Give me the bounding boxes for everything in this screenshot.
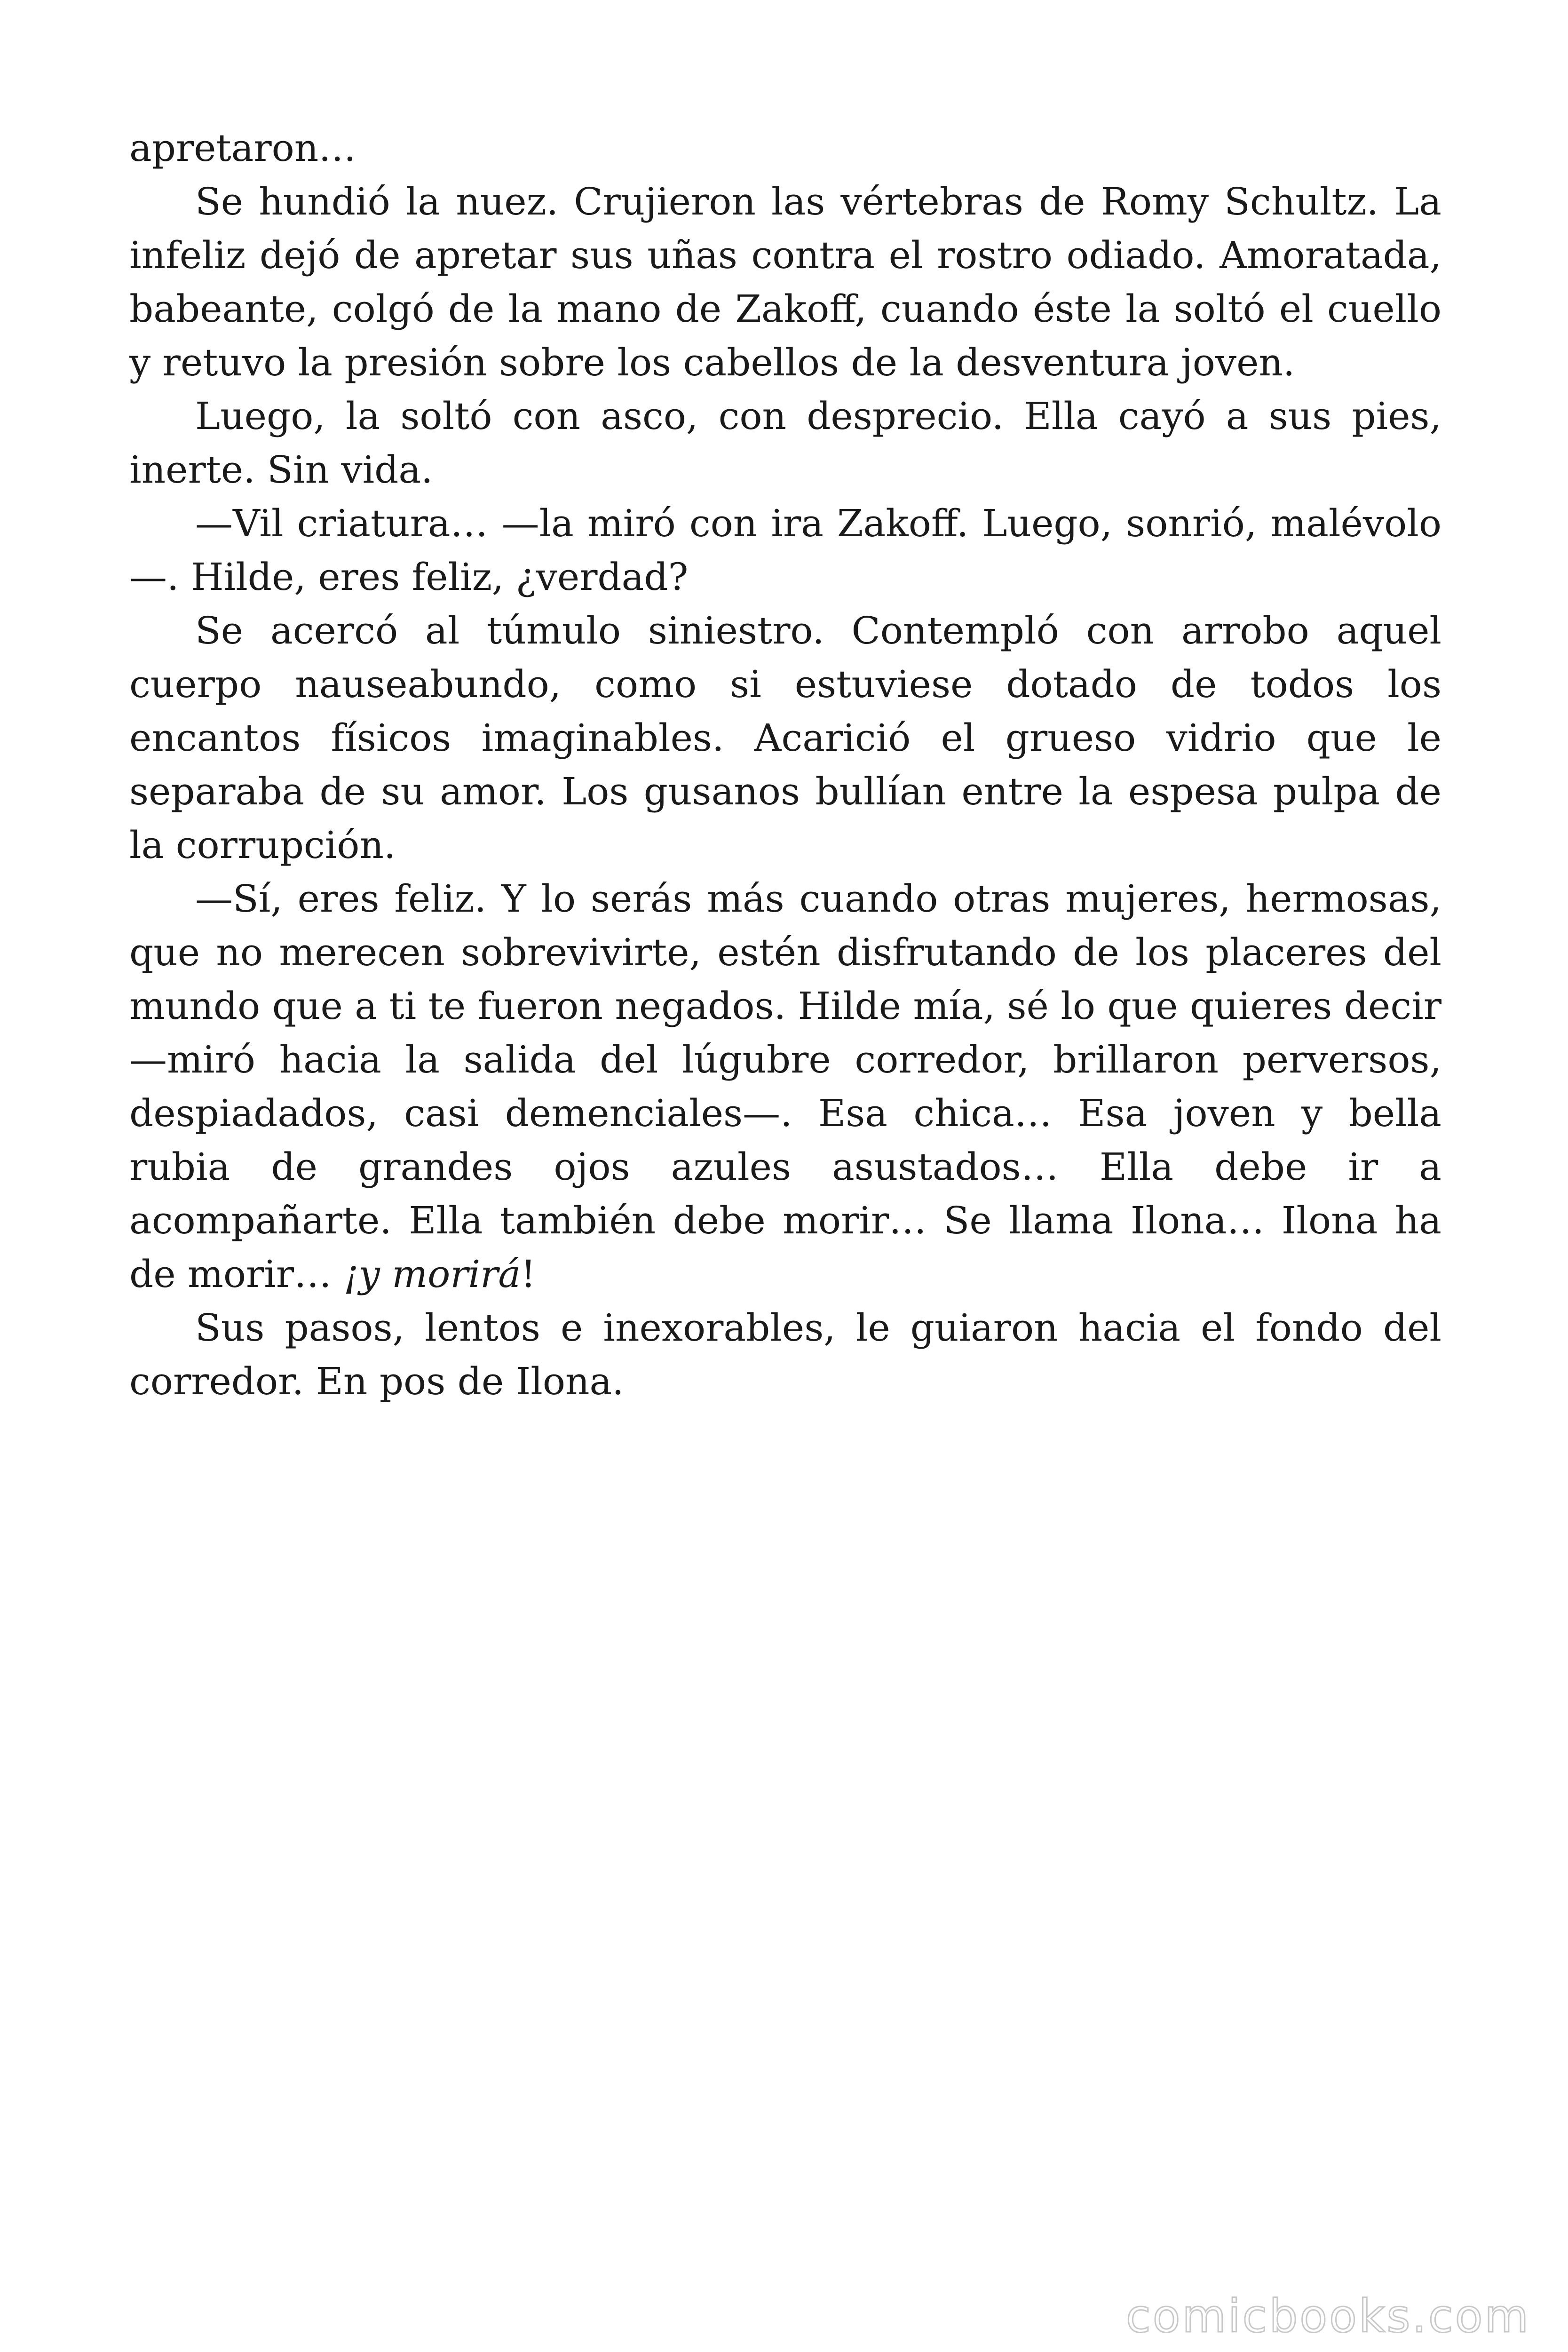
paragraph — [129, 872, 1441, 1301]
watermark-logo: comicbooks.com — [1125, 2290, 1530, 2343]
paragraph: Luego, la soltó con asco, con desprecio. Ella cayó a sus pies, inerte. Sin vida. — [129, 394, 1441, 492]
italic-emphasis: ¡y morirá — [343, 1252, 521, 1296]
paragraph: Sus pasos, lentos e inexorables, le guiaron hacia el fondo del corredor. En pos de Ilona. — [129, 1306, 1441, 1403]
paragraph: Se hundió la nuez. Crujieron las vértebras de Romy Schultz. La infeliz dejó de apretar sus uñas contra el rostro odiado. Amoratada, babeante, colgó de la mano de Zakoff, cuando éste la soltó el cuello y retuvo la presión sobre los cabellos de la desventura joven. — [129, 180, 1441, 384]
page-text — [129, 121, 1441, 1408]
paragraph: Se acercó al túmulo siniestro. Contempló con arrobo aquel cuerpo nauseabundo, como si estuviese dotado de todos los encantos físicos imaginables. Acarició el grueso vidrio que le separaba de su amor. Los gusanos bullían entre la espesa pulpa de la corrupción. — [129, 609, 1441, 867]
paragraph-ending: ! — [521, 1252, 536, 1296]
paragraph: —Vil criatura… —la miró con ira Zakoff. Luego, sonrió, malévolo—. Hilde, eres feliz, ¿verdad? — [129, 501, 1441, 599]
paragraph-text: —Sí, eres feliz. Y lo serás más cuando otras mujeres, hermosas, que no merecen sobrevivirte, estén disfrutando de los placeres del mundo que a ti te fueron negados. Hilde mía, sé lo que quieres decir —miró hacia la salida del lúgubre corredor, brillaron perversos, despiadados, casi demenciales—. Esa chica… Esa joven y bella rubia de grandes ojos azules asustados… Ella debe ir a acompañarte. Ella también debe morir… Se llama Ilona… Ilona ha de morir… — [129, 877, 1441, 1296]
paragraph-continuation: apretaron… — [129, 126, 356, 170]
